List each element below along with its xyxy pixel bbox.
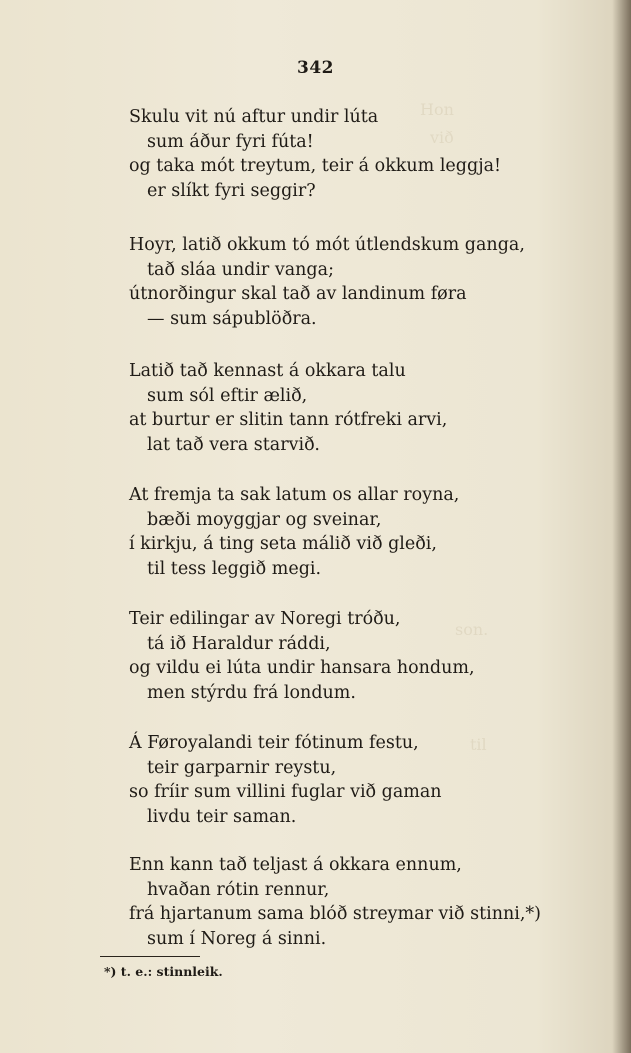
poem-line: útnorðingur skal tað av landinum føra <box>129 284 467 304</box>
stanza <box>129 607 599 705</box>
poem-line: í kirkju, á ting seta málið við gleði, <box>129 534 437 554</box>
poem-line: Teir edilingar av Noregi tróðu, <box>129 609 401 629</box>
poem-line: sum áður fyri fúta! <box>147 131 314 152</box>
poem-line: Skulu vit nú aftur undir lúta <box>129 107 379 127</box>
poem-line: so fríir sum villini fuglar við gaman <box>129 782 442 802</box>
poem-line: Latið tað kennast á okkara talu <box>129 361 406 381</box>
page-number: 342 <box>297 58 334 78</box>
show-through-text: Hon <box>420 100 454 119</box>
poem-line: frá hjartanum sama blóð streymar við stinni,*) <box>129 904 541 924</box>
poem-line: er slíkt fyri seggir? <box>147 180 316 201</box>
stanza <box>129 731 599 829</box>
poem-line: Á Føroyalandi teir fótinum festu, <box>129 733 419 753</box>
poem-line: bæði moyggjar og sveinar, <box>147 509 382 530</box>
poem-line: Hoyr, latið okkum tó mót útlendskum ganga, <box>129 235 525 255</box>
show-through-text: til <box>470 735 487 754</box>
poem-line: sum í Noreg á sinni. <box>147 928 327 949</box>
poem-line: Enn kann tað teljast á okkara ennum, <box>129 855 462 875</box>
poem-line: — sum sápublöðra. <box>147 308 317 329</box>
footnote-divider <box>100 956 200 957</box>
poem-line: at burtur er slitin tann rótfreki arvi, <box>129 410 448 430</box>
poem-line: sum sól eftir ælið, <box>147 385 308 406</box>
poem-line: tað sláa undir vanga; <box>147 259 334 280</box>
poem-line: hvaðan rótin rennur, <box>147 879 330 900</box>
poem-line: til tess leggið megi. <box>147 558 322 579</box>
poem-line: og vildu ei lúta undir hansara hondum, <box>129 658 475 678</box>
poem-line: teir garparnir reystu, <box>147 757 337 778</box>
show-through-text: við <box>430 128 454 147</box>
poem-line: men stýrdu frá londum. <box>147 682 356 703</box>
stanza <box>129 105 599 203</box>
stanza <box>129 853 599 951</box>
stanza <box>129 483 599 581</box>
poem-line: tá ið Haraldur ráddi, <box>147 633 331 654</box>
footnote: *) t. e.: stinnleik. <box>104 964 223 979</box>
poem-line: og taka mót treytum, teir á okkum leggja! <box>129 156 502 176</box>
poem-line: lat tað vera starvið. <box>147 434 320 455</box>
show-through-text: son. <box>455 620 489 639</box>
poem-line: At fremja ta sak latum os allar royna, <box>129 485 460 505</box>
stanza <box>129 233 599 331</box>
stanza <box>129 359 599 457</box>
poem-line: livdu teir saman. <box>147 806 297 827</box>
